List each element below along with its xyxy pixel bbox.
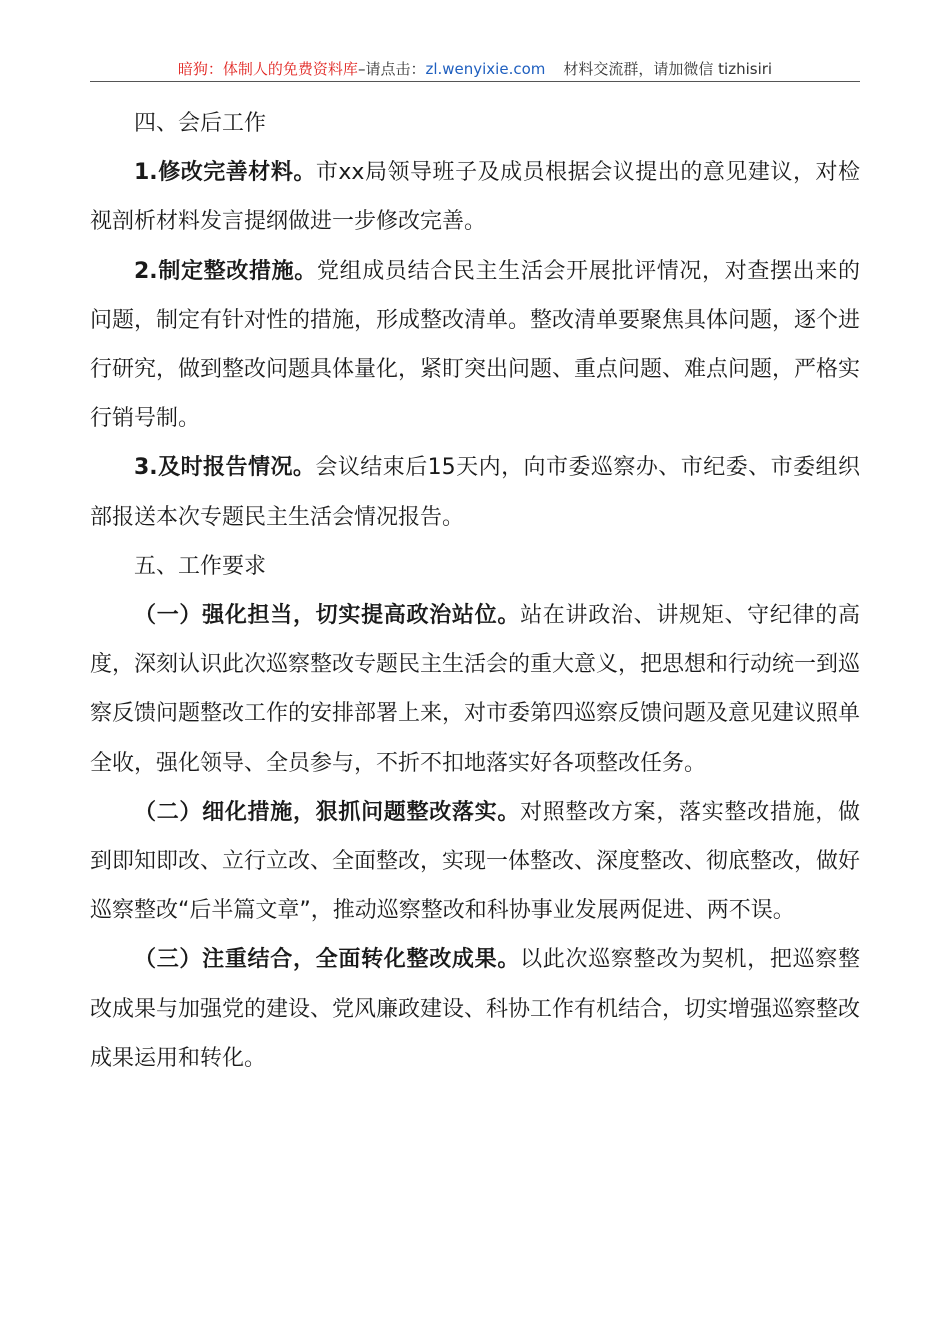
paragraph-4: [90, 591, 860, 788]
paragraph-4-lead: （一）强化担当，切实提高政治站位。: [134, 603, 521, 629]
section-heading-4: 四、会后工作: [134, 111, 267, 136]
header-divider: [90, 81, 860, 82]
header-url-link[interactable]: zl.wenyixie.com: [425, 60, 546, 78]
paragraph-3-lead: 3.及时报告情况。: [134, 455, 316, 481]
paragraph-5: [90, 788, 860, 936]
document-body: [90, 99, 860, 1083]
paragraph-2: [90, 247, 860, 444]
header-wechat-note: 材料交流群，请加微信 tizhisiri: [563, 60, 773, 78]
paragraph-5-text: 对照整改方案，落实整改措施，做到即知即改、立行立改、全面整改，实现一体整改、深度整改、彻底整改，做好巡察整改“后半篇文章”，推动巡察整改和科协事业发展两促进、两不误。: [90, 799, 861, 924]
paragraph-2-lead: 2.制定整改措施。: [134, 258, 317, 284]
paragraph-1-text: 市xx局领导班子及成员根据会议提出的意见建议，对检视剖析材料发言提纲做进一步修改完善。: [90, 160, 860, 235]
paragraph-6-text: 以此次巡察整改为契机，把巡察整改成果与加强党的建设、党风廉政建设、科协工作有机结合，切实增强巡察整改成果运用和转化。: [90, 947, 861, 1071]
paragraph-1-lead: 1.修改完善材料。: [134, 160, 316, 186]
header-brand: 暗狗：体制人的免费资料库: [177, 60, 358, 78]
paragraph-2-text: 党组成员结合民主生活会开展批评情况，对查摆出来的问题，制定有针对性的措施，形成整改清单。整改清单要聚焦具体问题，逐个进行研究，做到整改问题具体量化，紧盯突出问题、重点问题、难点问题，严格实行销号制。: [90, 258, 861, 432]
paragraph-4-text: 站在讲政治、讲规矩、守纪律的高度，深刻认识此次巡察整改专题民主生活会的重大意义，把思想和行动统一到巡察反馈问题整改工作的安排部署上来，对市委第四巡察反馈问题及意见建议照单全收，强化领导、全员参与，不折不扣地落实好各项整改任务。: [90, 603, 861, 776]
page-header: [90, 58, 860, 80]
section-heading-5: 五、工作要求: [134, 553, 267, 579]
paragraph-6-lead: （三）注重结合，全面转化整改成果。: [134, 947, 521, 973]
paragraph-3-text: 会议结束后15天内，向市委巡察办、市纪委、市委组织部报送本次专题民主生活会情况报告。: [90, 455, 861, 530]
paragraph-1: [90, 148, 860, 246]
paragraph-5-lead: （二）细化措施，狠抓问题整改落实。: [134, 799, 521, 825]
paragraph-3: [90, 443, 860, 541]
header-click-prompt: –请点击：: [357, 60, 426, 78]
paragraph-6: [90, 935, 860, 1083]
